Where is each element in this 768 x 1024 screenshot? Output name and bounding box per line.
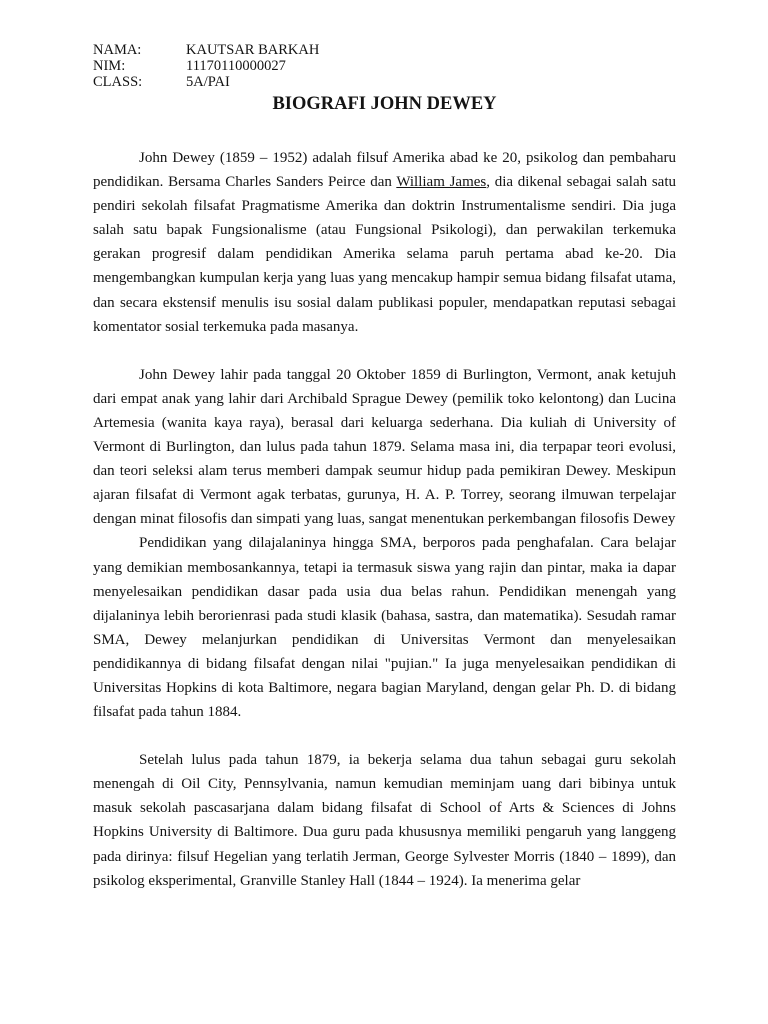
name-label: NAMA:	[93, 42, 142, 58]
paragraph-spacer	[93, 339, 676, 363]
paragraph-2: John Dewey lahir pada tanggal 20 Oktober 1859 di Burlington, Vermont, anak ketujuh dari empat anak yang lahir dari Archibald Sprague Dewey (pemilik toko kelontong) dan Lucina Artemesia (wanita kaya raya), berasal dari keluarga sederhana. Dia kuliah di University of Vermont di Burlington, dan lulus pada tahun 1879. Selama masa ini, dia terpapar teori evolusi, dan teori seleksi alam terus memberi dampak seumur hidup pada pemikiran Dewey. Meskipun ajaran filsafat di Vermont agak terbatas, gurunya, H. A. P. Torrey, seorang ilmuwan terpelajar dengan minat filosofis dan simpati yang luas, sangat menentukan perkembangan filosofis Dewey	[93, 366, 676, 528]
paragraph-4: Setelah lulus pada tahun 1879, ia bekerja selama dua tahun sebagai guru sekolah menengah di Oil City, Pennsylvania, namun kemudian meminjam uang dari bibinya untuk masuk sekolah pascasarjana dalam bidang filsafat di School of Arts & Sciences di Johns Hopkins University di Baltimore. Dua guru pada khususnya memiliki pengaruh yang langgeng pada dirinya: filsuf Hegelian yang terlatih Jerman, George Sylvester Morris (1840 – 1899), dan psikolog eksperimental, Granville Stanley Hall (1844 – 1924). Ia menerima gelar	[93, 752, 676, 889]
student-info	[93, 42, 319, 90]
name-row	[93, 42, 319, 58]
class-label: CLASS:	[93, 74, 143, 90]
class-row	[93, 74, 319, 90]
name-value: KAUTSAR BARKAH	[186, 42, 320, 58]
nim-label: NIM:	[93, 58, 126, 74]
william-james-link[interactable]: William James	[396, 174, 487, 191]
paragraph-1-text-end: , dia dikenal sebagai salah satu pendiri sekolah filsafat Pragmatisme Amerika dan doktrin Instrumentalisme sendiri. Dia juga salah satu bapak Fungsionalisme (atau Fungsional Psikologi), dan perwakilan terkemuka gerakan progresif dalam pendidikan Amerika selama paruh pertama abad ke-20. Dia mengembangkan kumpulan kerja yang luas yang mencakup hampir semua bidang filsafat utama, dan secara ekstensif menulis isu sosial dalam publikasi populer, mendapatkan reputasi sebagai komentator sosial terkemuka pada masanya.	[93, 174, 676, 335]
paragraph-3: Pendidikan yang dilajalaninya hingga SMA, berporos pada penghafalan. Cara belajar yang demikian membosankannya, tetapi ia termasuk siswa yang rajin dan pintar, maka ia dapar menyelesaikan pendidikan dasar pada usia dua belas rahun. Pendidikan menengah yang dijalaninya lebih berorienrasi pada studi klasik (bahasa, sastra, dan matematika). Sesudah ramar SMA, Dewey melanjurkan pendidikan di Universitas Vermont dan menyelesaikan pendidikannya di bidang filsafat dengan nilai "pujian." Ia juga menyelesaikan pendidikan di Universitas Hopkins di kota Baltimore, negara bagian Maryland, dengan gelar Ph. D. di bidang filsafat pada tahun 1884.	[93, 535, 676, 721]
nim-value: 11170110000027	[186, 58, 286, 74]
paragraph-1	[93, 146, 676, 339]
document-body	[93, 146, 676, 893]
class-value: 5A/PAI	[186, 74, 230, 90]
page-title: BIOGRAFI JOHN DEWEY	[272, 94, 497, 114]
paragraph-spacer	[93, 724, 676, 748]
nim-row	[93, 58, 319, 74]
paragraph-1-text-start: John Dewey (1859 – 1952) adalah filsuf Amerika abad ke 20, psikolog dan pembaharu pendidikan. Bersama Charles Sanders Peirce dan	[93, 150, 676, 191]
